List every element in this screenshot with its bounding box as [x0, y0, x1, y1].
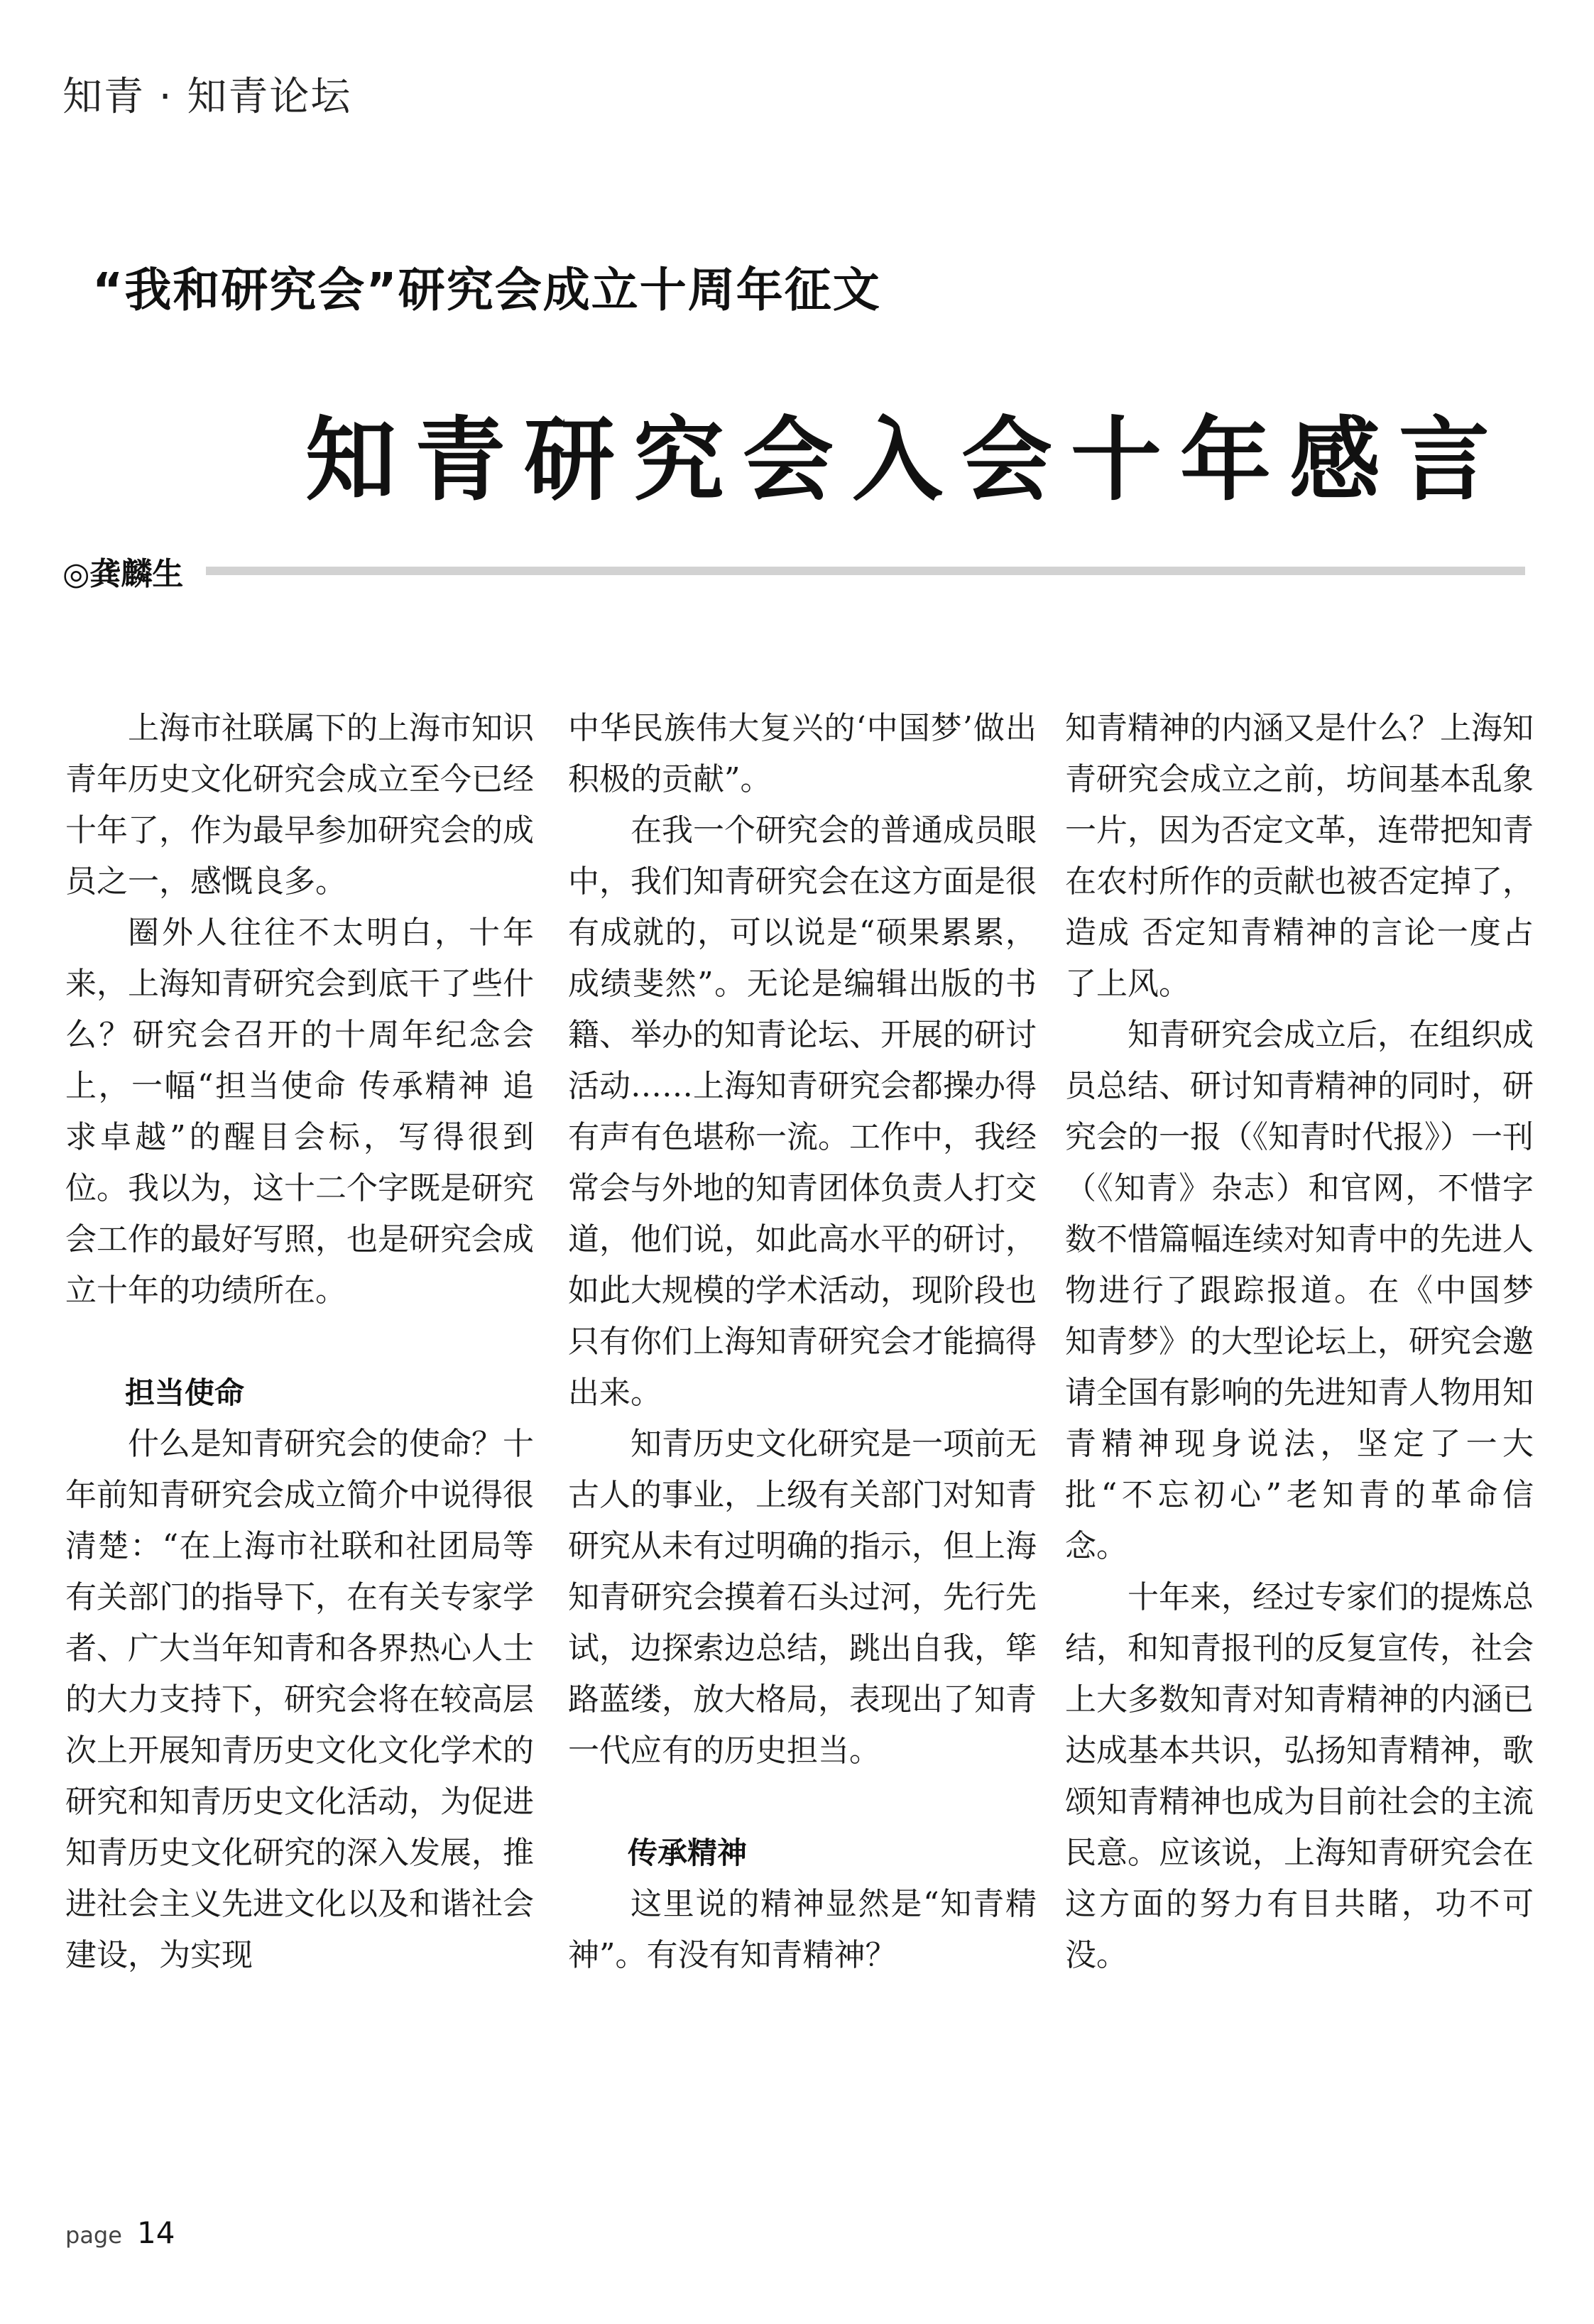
article-title: 知青研究会入会十年感言 — [305, 407, 1509, 513]
section-heading: 担当使命 — [125, 1375, 245, 1410]
paragraph: 十年来，经过专家们的提炼总结，和知青报刊的反复宣传，社会上大多数知青对知青精神的内涵已达成基本共识，弘扬知青精神，歌颂知青精神也成为目前社会的主流民意。应该说，上海知青研究会在这方面的努力有目共睹，功不可没。 — [1065, 1579, 1534, 1973]
author-byline: ◎龚麟生 — [62, 556, 184, 592]
page-footer — [65, 2215, 175, 2250]
paragraph: 在我一个研究会的普通成员眼中，我们知青研究会在这方面是很有成就的，可以说是“硕果累累，成绩斐然”。无论是编辑出版的书籍、举办的知青论坛、开展的研讨活动……上海知青研究会都操办得有声有色堪称一流。工作中，我经常会与外地的知青团体负责人打交道，他们说，如此高水平的研讨，如此大规模的学术活动，现阶段也只有你们上海知青研究会才能搞得出来。 — [568, 812, 1037, 1411]
paragraph: 什么是知青研究会的使命？十年前知青研究会成立简介中说得很清楚：“在上海市社联和社团局等有关部门的指导下，在有关专家学者、广大当年知青和各界热心人士的大力支持下，研究会将在较高层次上开展知青历史文化文化学术的研究和知青历史文化活动，为促进知青历史文化研究的深入发展，推进社会主义先进文化以及和谐社会建设，为实现 — [65, 1426, 534, 1973]
paragraph-continued: 知青精神的内涵又是什么？上海知青研究会成立之前，坊间基本乱象一片，因为否定文革，连带把知青在农村所作的贡献也被否定掉了，造成 否定知青精神的言论一度占了上风。 — [1065, 710, 1534, 1002]
article-column-1 — [65, 703, 534, 1981]
paragraph: 上海市社联属下的上海市知识青年历史文化研究会成立至今已经十年了，作为最早参加研究会的成员之一，感慨良多。 — [65, 710, 534, 900]
paragraph-continued: 中华民族伟大复兴的‘中国梦’做出积极的贡献”。 — [568, 710, 1037, 797]
section-heading: 传承精神 — [628, 1835, 748, 1870]
paragraph: 知青研究会成立后，在组织成员总结、研讨知青精神的同时，研究会的一报（《知青时代报》）一刊（《知青》杂志）和官网，不惜字数不惜篇幅连续对知青中的先进人物进行了跟踪报道。在《中国梦 知青梦》的大型论坛上，研究会邀请全国有影响的先进知青人物用知青精神现身说法，坚定了一大批“不忘初心”老知青的革命信念。 — [1065, 1017, 1534, 1564]
paragraph: 圈外人往往不太明白，十年来，上海知青研究会到底干了些什么？研究会召开的十周年纪念会上，一幅“担当使命 传承精神 追求卓越”的醒目会标，写得很到位。我以为，这十二个字既是研究会工作的最好写照，也是研究会成立十年的功绩所在。 — [65, 915, 534, 1309]
page-label: page — [65, 2222, 122, 2249]
series-title: “我和研究会”研究会成立十周年征文 — [92, 263, 881, 317]
page-number: 14 — [137, 2215, 175, 2250]
paragraph: 知青历史文化研究是一项前无古人的事业，上级有关部门对知青研究从未有过明确的指示，但上海知青研究会摸着石头过河，先行先试，边探索边总结，跳出自我，筚路蓝缕，放大格局，表现出了知青一代应有的历史担当。 — [568, 1426, 1037, 1769]
byline-rule — [206, 567, 1525, 575]
article-column-2 — [568, 703, 1037, 1981]
article-column-3 — [1065, 703, 1534, 1981]
section-label: 知青 · 知青论坛 — [62, 74, 352, 120]
paragraph: 这里说的精神显然是“知青精神”。有没有知青精神？ — [568, 1886, 1037, 1973]
